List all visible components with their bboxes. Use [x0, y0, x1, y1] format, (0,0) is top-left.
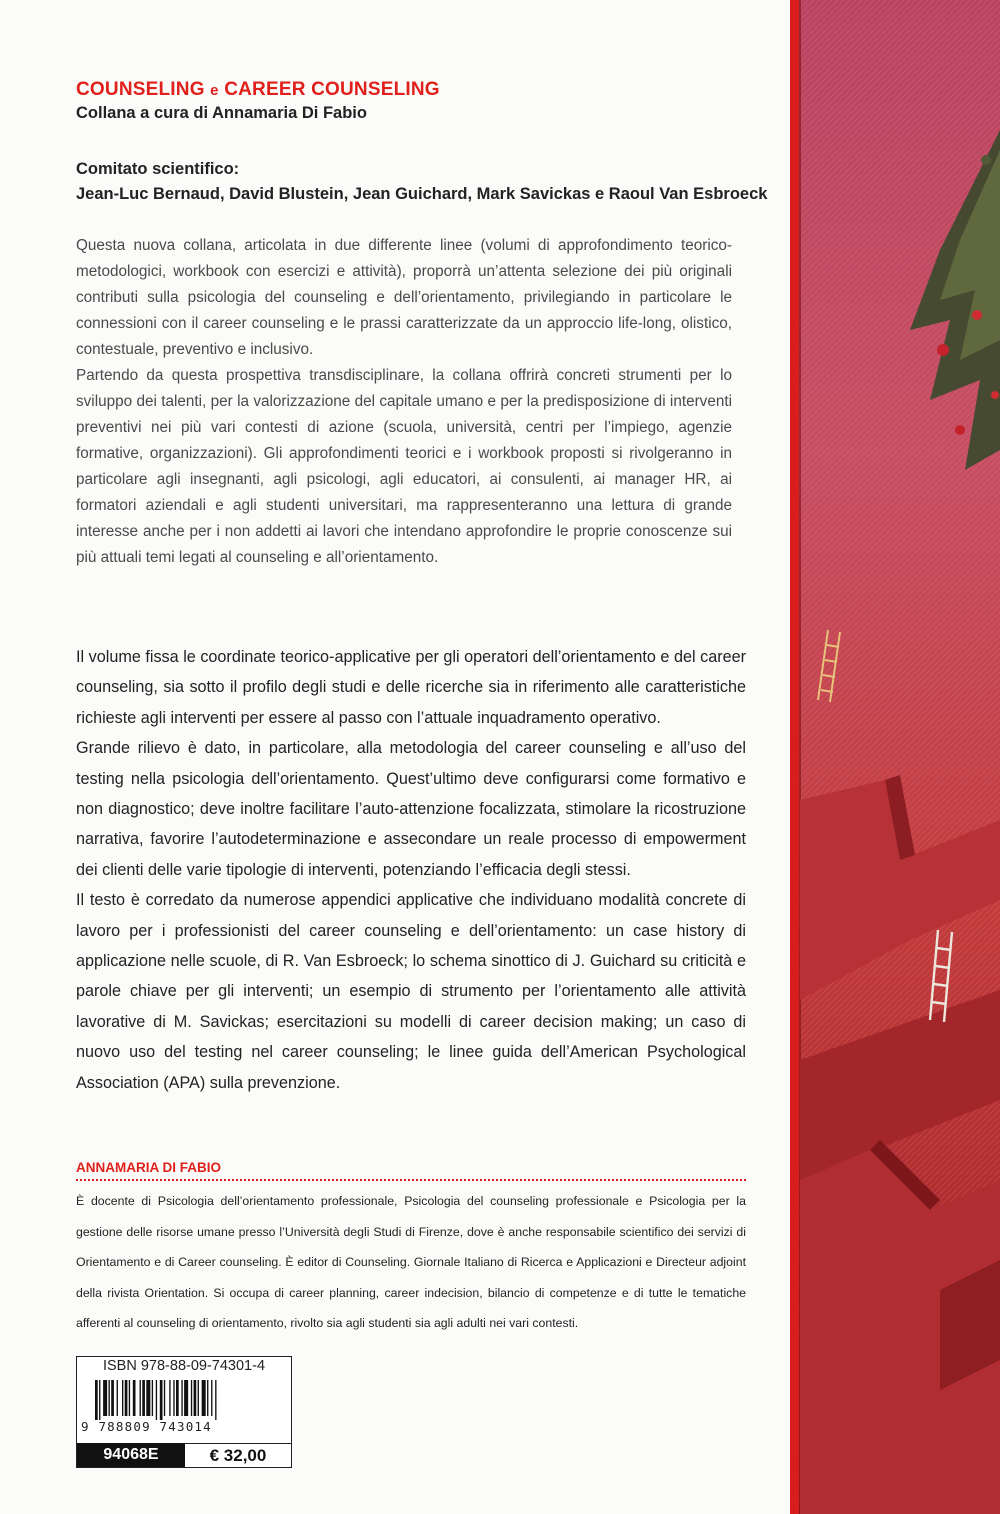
series-title-part2: CAREER COUNSELING: [224, 79, 440, 100]
barcode-bar: [202, 1380, 206, 1416]
volume-paragraph: Il volume fissa le coordinate teorico-applicative per gli operatori dell’orientamento e del career counseling, sia sotto il profilo degli studi e delle ricerche sia in riferimento alle caratteristiche richieste agli interventi per essere al passo con l’attuale inquadramento operativo.: [76, 648, 746, 727]
barcode-bar: [164, 1380, 165, 1416]
series-title-connector: e: [210, 82, 219, 99]
barcode-bar: [125, 1380, 128, 1416]
barcode-bar: [133, 1380, 136, 1416]
barcode-bar: [142, 1380, 145, 1416]
barcode-bar: [140, 1380, 141, 1416]
barcode-bar: [191, 1380, 192, 1416]
barcode-bar: [95, 1380, 98, 1420]
series-paragraph: Questa nuova collana, articolata in due differente linee (volumi di approfondimento teorico-metodologici, workbook con esercizi e attività), proporrà un’attenta selezione dei più originali contributi sulla psicologia del counseling e dell’orientamento, privilegiando in particolare le connessioni con il career counseling e le prassi caratterizzate da un approccio life-long, olistico, contestuale, preventivo e inclusivo.: [76, 237, 732, 358]
barcode-bar: [156, 1380, 157, 1420]
price-row: [77, 1443, 291, 1467]
author-bio: È docente di Psicologia dell’orientamento professionale, Psicologia del counseling professionale e Psicologia per la gestione delle risorse umane presso l’Università degli Studi di Firenze, dove è anche responsabile scientifico dei servizi di Orientamento e di Career counseling. È editor di Counseling. Giornale Italiano di Ricerca e Applicazioni e Directeur adjoint della rivista Orientation. Si occupa di career planning, career indecision, bilancio di competenze e di tutte le tematiche afferenti al counseling di orientamento, rivolto sia agli studenti sia agli adulti nei vari contesti.: [76, 1194, 746, 1330]
barcode-bar: [109, 1380, 110, 1416]
barcode-bar: [103, 1380, 107, 1416]
barcode-bar: [181, 1380, 182, 1416]
series-title: [76, 79, 440, 101]
series-editor: Collana a cura di Annamaria Di Fabio: [76, 104, 367, 122]
barcode-bar: [160, 1380, 163, 1420]
author-heading: ANNAMARIA DI FABIO: [76, 1160, 746, 1181]
barcode-bar: [176, 1380, 179, 1416]
barcode-bar: [173, 1380, 174, 1416]
barcode-bar: [207, 1380, 208, 1416]
volume-paragraph: Grande rilievo è dato, in particolare, alla metodologia del career counseling e all’uso del testing nella psicologia dell’orientamento. Quest’ultimo deve configurarsi come formativo e non diagnostico; deve inoltre facilitare l’auto-attenzione focalizzata, stimolare la ricostruzione narrativa, favorire l’autodeterminazione e assecondare un reale processo di empowerment dei clienti delle varie tipologie di interventi, potenziando l’efficacia degli stessi.: [76, 739, 746, 879]
product-code: 94068E: [77, 1443, 185, 1467]
barcode-bar: [152, 1380, 153, 1416]
barcode-bars: [95, 1380, 273, 1420]
cover-illustration: [790, 0, 1000, 1514]
isbn-label: ISBN 978-88-09-74301-4: [102, 1358, 266, 1374]
volume-description: [76, 642, 746, 1098]
scientific-committee: [76, 157, 767, 207]
barcode-bar: [146, 1380, 150, 1416]
volume-paragraph: Il testo è corredato da numerose appendici applicative che individuano modalità concrete di lavoro per i professionisti del career counseling e dell’orientamento: un case history di applicazione nelle scuole, di R. Van Esbroeck; lo schema sinottico di J. Guichard su criticità e parole chiave per gli interventi; un esempio di strumento per l’orientamento alle attività lavorative di M. Savickas; esercitazioni su modelli di career decision making; un caso di nuovo uso del testing nel career counseling; le linee guida dell’American Psychological Association (APA) sulla prevenzione.: [76, 891, 746, 1092]
barcode-box: [76, 1356, 292, 1468]
barcode-bar: [211, 1380, 212, 1416]
barcode-bar: [198, 1380, 199, 1416]
barcode-bar: [111, 1380, 114, 1416]
barcode-bar: [215, 1380, 216, 1420]
price-label: € 32,00: [185, 1443, 291, 1467]
series-description: [76, 233, 732, 571]
barcode-bar: [129, 1380, 130, 1416]
barcode-bar: [117, 1380, 118, 1416]
committee-members: Jean-Luc Bernaud, David Blustein, Jean Guichard, Mark Savickas e Raoul Van Esbroeck: [76, 185, 768, 203]
barcode-bar: [99, 1380, 100, 1420]
barcode-bar: [194, 1380, 197, 1416]
series-paragraph: Partendo da questa prospettiva transdisciplinare, la collana offrirà concreti strumenti per lo sviluppo dei talenti, per la valorizzazione del capitale umano e per la predisposizione di interventi preventivi nei più vari contesti di azione (scuola, università, centri per l’impiego, agenzie formative, organizzazioni). Gli approfondimenti teorici e i workbook proposti si rivolgeranno in particolare agli insegnanti, agli psicologi, agli educatori, ai consulenti, ai manager HR, ai formatori aziendali e agli studenti universitari, ma rappresenteranno una lettura di grande interesse anche per i non addetti ai lavori che intendano approfondire le proprie conoscenze sui più attuali temi legati al counseling e all’orientamento.: [76, 367, 732, 566]
committee-label: Comitato scientifico:: [76, 160, 240, 178]
barcode-bar: [122, 1380, 123, 1416]
barcode-bar: [184, 1380, 188, 1416]
barcode-digits: 9 788809 743014: [81, 1419, 212, 1434]
series-title-part1: COUNSELING: [76, 79, 205, 100]
barcode-bar: [169, 1380, 170, 1416]
